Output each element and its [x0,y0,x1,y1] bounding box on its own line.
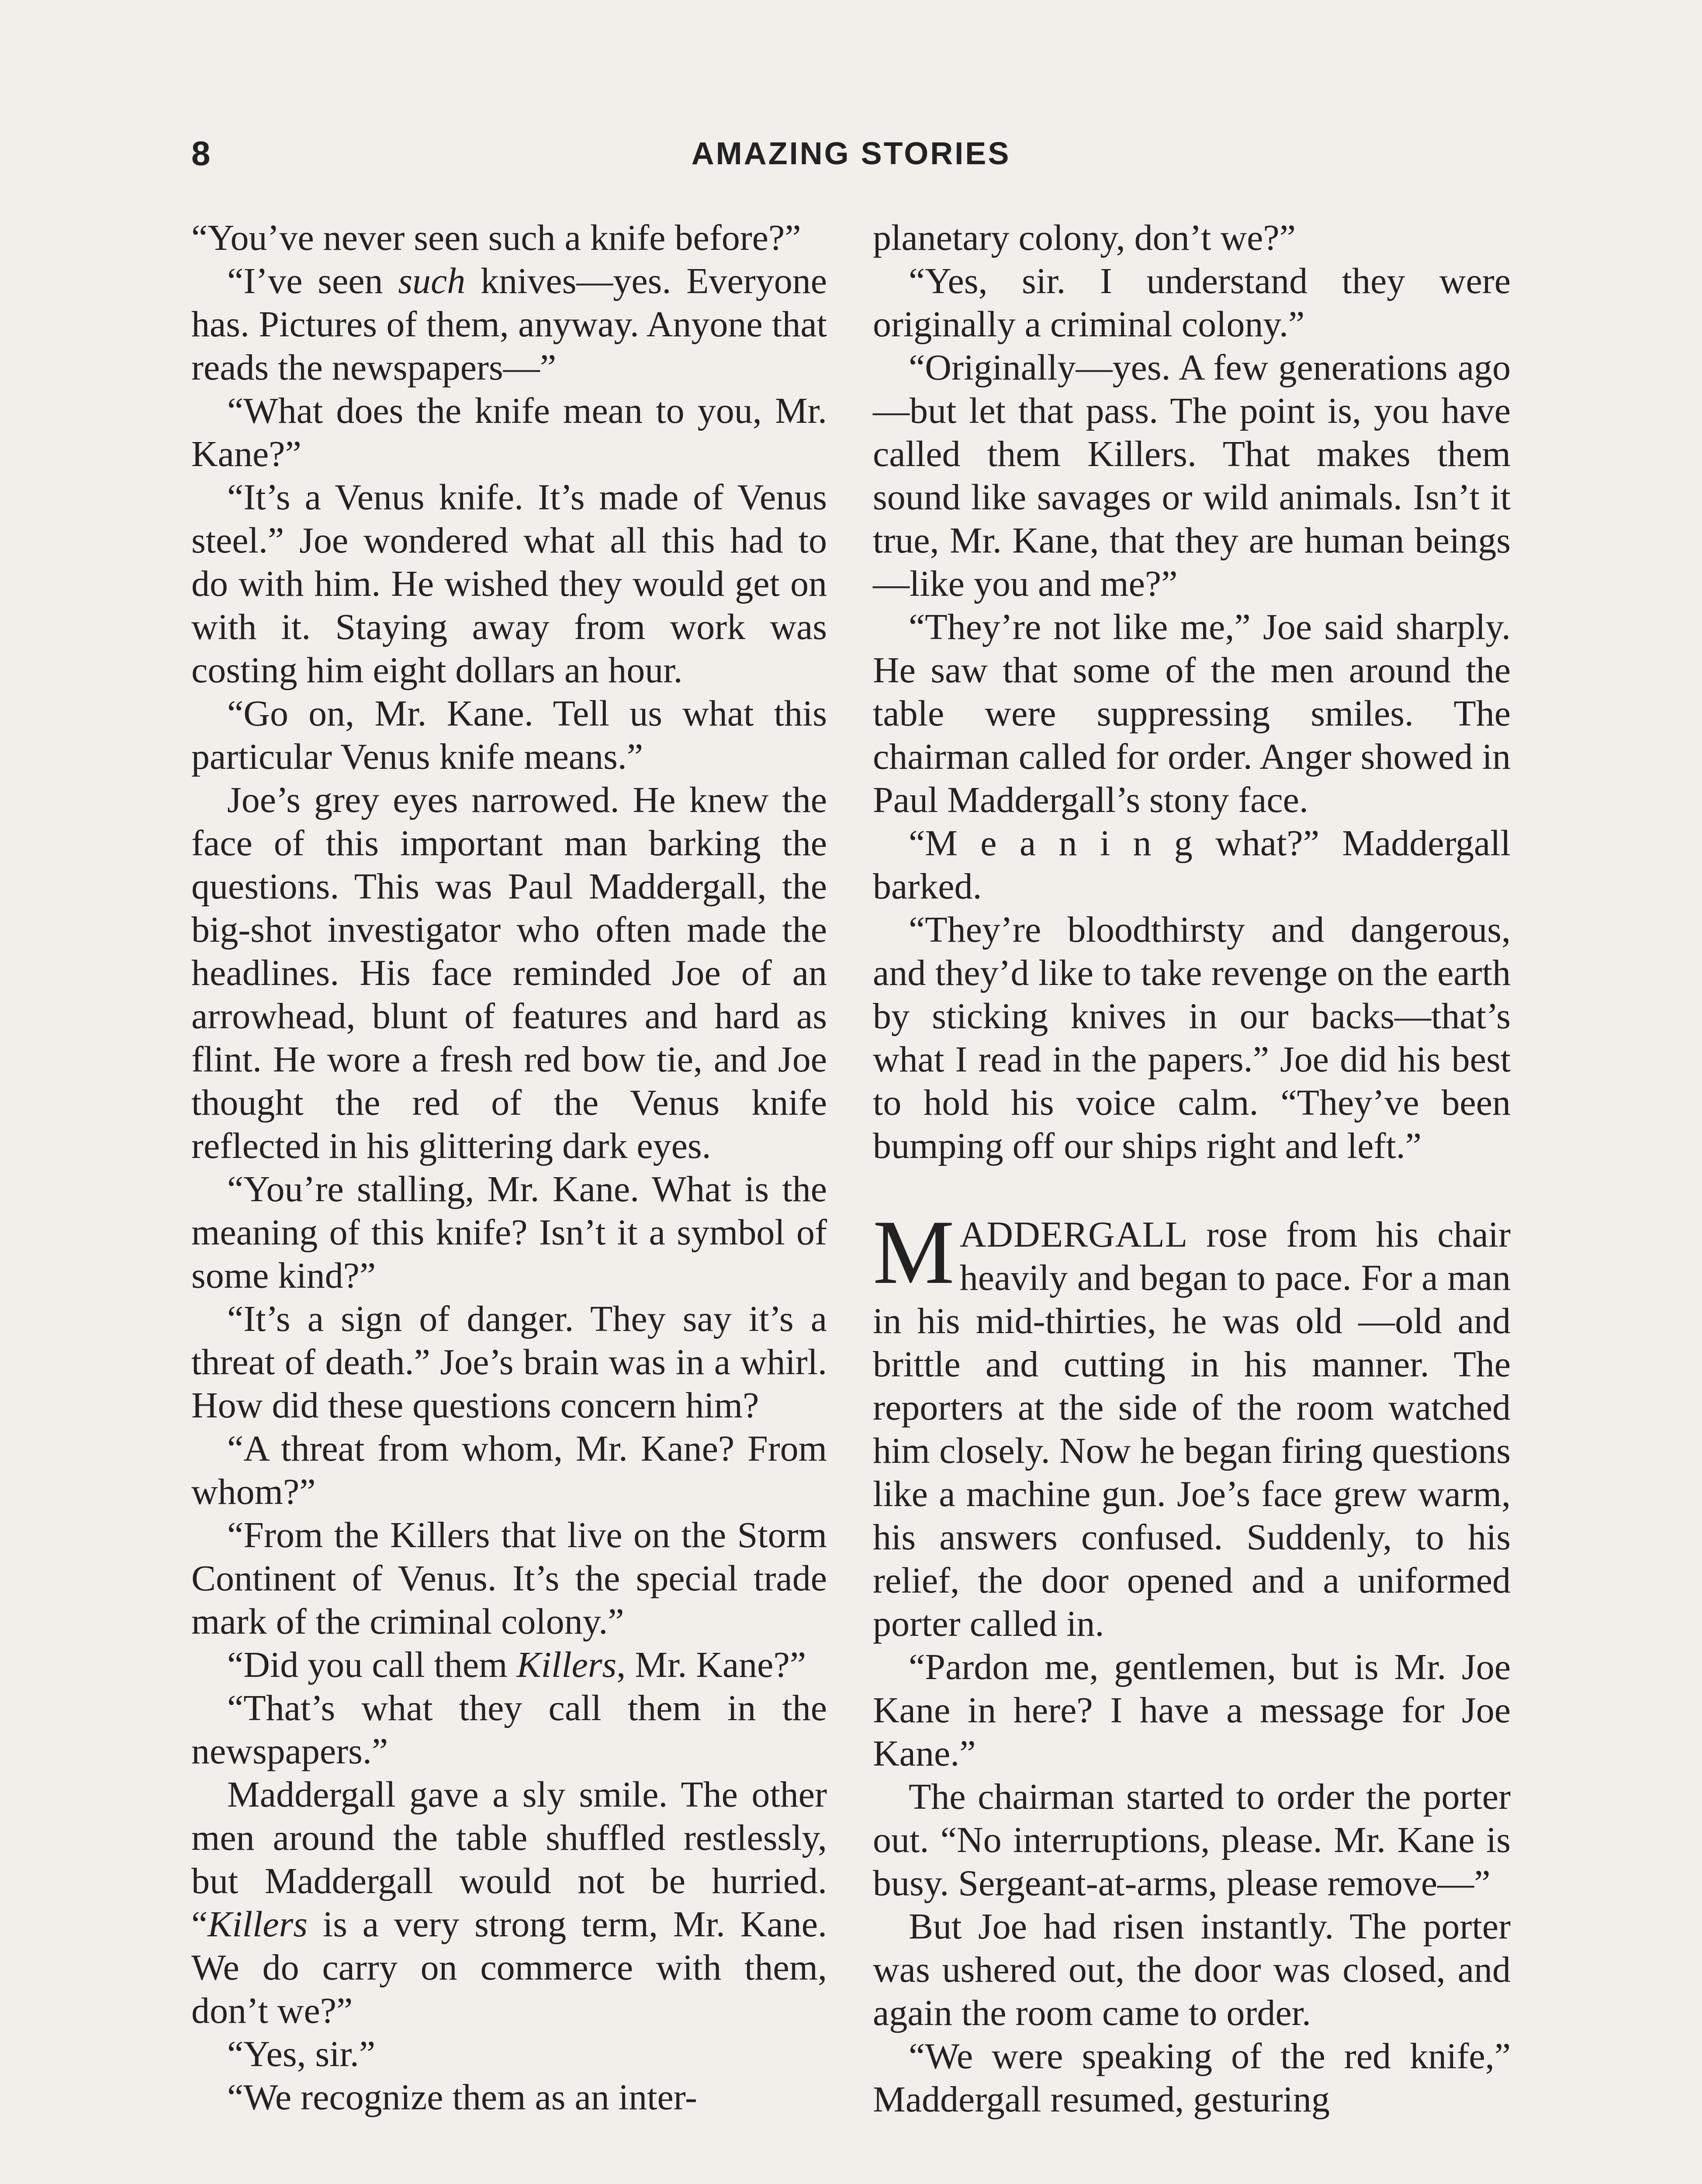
text-run: “Did you call them [227,1645,517,1685]
paragraph [191,1773,827,2032]
right-column [873,216,1511,2121]
paragraph [191,259,827,389]
paragraph: Joe’s grey eyes narrowed. He knew the face of this important man barking the questions. This was Paul Maddergall, the big-shot investigator who often made the headlines. His face reminded Joe of an arrowhead, blunt of features and hard as flint. He wore a fresh red bow tie, and Joe thought the red of the Venus knife reflected in his glittering dark eyes. [191,780,827,1166]
emphasis: such [398,261,466,301]
emphasis: Killers [208,1904,308,1945]
paragraph: “Go on, Mr. Kane. Tell us what this particular Venus knife means.” [191,693,827,777]
running-head: AMAZING STORIES [691,136,1011,171]
text-run: knives—yes. Everyone has. Pictures of them, anyway. Anyone that reads the newspapers—” [191,261,827,388]
text-run: “I’ve seen [227,261,398,301]
paragraph: “That’s what they call them in the newspapers.” [191,1688,827,1772]
drop-cap: M [873,1202,955,1303]
paragraph: The chairman started to order the porter out. “No interruptions, please. Mr. Kane is busy. Sergeant-at-arms, please remove—” [873,1776,1511,1904]
paragraph: But Joe had risen instantly. The porter was ushered out, the door was closed, and again the room came to order. [873,1906,1511,2033]
section-opening-paragraph [873,1202,1511,1645]
page-number: 8 [191,134,211,173]
emphasis: Killers [516,1645,617,1685]
paragraph: “Yes, sir. I understand they were originally a criminal colony.” [873,261,1511,345]
paragraph: “We recognize them as an inter- [227,2077,698,2118]
paragraph: “They’re bloodthirsty and dangerous, and they’d like to take revenge on the earth by sticking knives in our backs—that’s what I read in the papers.” Joe did his best to hold his voice calm. “They’ve been bumping off our ships right and left.” [873,909,1511,1166]
text-run: Maddergall gave a sly smile. The other men around the table shuffled restlessly, but Maddergall would not be hurried. “ [191,1774,827,1945]
paragraph [873,822,1511,908]
paragraph: “A threat from whom, Mr. Kane? From whom?” [191,1428,827,1512]
paragraph: “They’re not like me,” Joe said sharply. He saw that some of the men around the table were suppressing smiles. The chairman called for order. Anger showed in Paul Maddergall’s stony face. [873,607,1511,820]
left-column [191,216,827,2119]
paragraph [191,1643,827,1686]
paragraph: “Yes, sir.” [227,2034,376,2074]
paragraph: “Originally—yes. A few generations ago—but let that pass. The point is, you have called them Killers. That makes them sound like savages or wild animals. Isn’t it true, Mr. Kane, that they are human beings—like you and me?” [873,347,1511,604]
paragraph: “Pardon me, gentlemen, but is Mr. Joe Kane in here? I have a message for Joe Kane.” [873,1647,1511,1774]
text-run: what?” Maddergall barked. [873,823,1511,907]
text-run: rose from his chair heavily and began to pace. For a man in his mid-thirties, he was old —old and brittle and cutting in his manner. The reporters at the side of the room watched him closely. Now he began firing questions like a machine gun. Joe’s face grew warm, his answers confused. Suddenly, to his relief, the door opened and a uniformed porter called in. [873,1214,1511,1644]
paragraph: “We were speaking of the red knife,” Maddergall resumed, gesturing [873,2036,1511,2120]
small-caps-lead: ADDERGALL [959,1214,1188,1255]
spaced-word: “M e a n i n g [909,823,1193,864]
text-run: , Mr. Kane?” [616,1645,806,1685]
paragraph: “You’re stalling, Mr. Kane. What is the meaning of this knife? Isn’t it a symbol of some kind?” [191,1169,827,1296]
paragraph: “It’s a Venus knife. It’s made of Venus steel.” Joe wondered what all this had to do with him. He wished they would get on with it. Staying away from work was costing him eight dollars an hour. [191,477,827,691]
paragraph: planetary colony, don’t we?” [873,218,1296,258]
paragraph: “What does the knife mean to you, Mr. Kane?” [191,390,827,474]
paragraph: “From the Killers that live on the Storm Continent of Venus. It’s the special trade mark of the criminal colony.” [191,1515,827,1642]
paragraph: “It’s a sign of danger. They say it’s a threat of death.” Joe’s brain was in a whirl. How did these questions concern him? [191,1299,827,1426]
text-run: is a very strong term, Mr. Kane. We do carry on commerce with them, don’t we?” [191,1904,827,2031]
paragraph: “You’ve never seen such a knife before?” [191,218,801,258]
